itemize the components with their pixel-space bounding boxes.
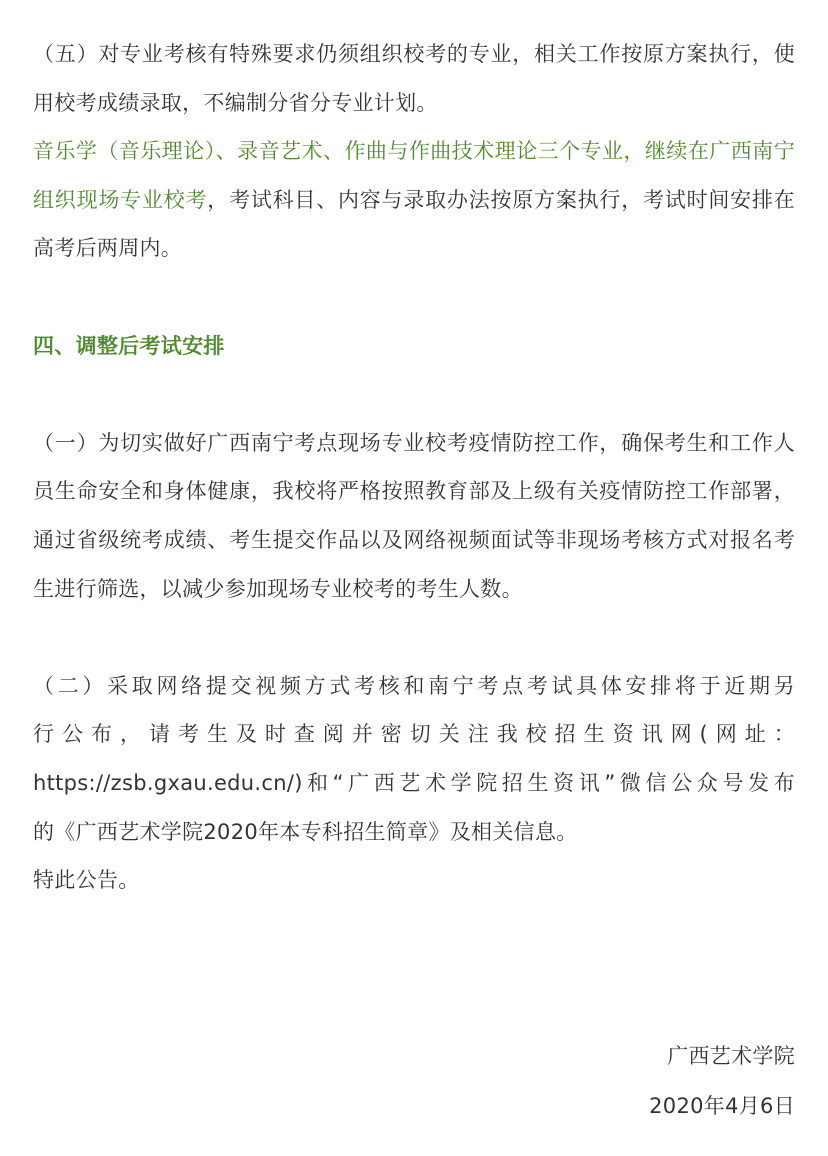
spacer <box>33 613 795 662</box>
spacer <box>33 370 795 419</box>
item2-line-3: https://zsb.gxau.edu.cn/)和“广西艺术学院招生资讯”微信公众号发布 <box>33 770 795 795</box>
music-majors-paragraph <box>33 127 795 273</box>
item2-line-2: 行公布，请考生及时查阅并密切关注我校招生资讯网(网址： <box>33 722 795 747</box>
closing-text: 特此公告。 <box>33 868 140 893</box>
section5-paragraph: （五）对专业考核有特殊要求仍须组织校考的专业，相关工作按原方案执行，使用校考成绩录取，不编制分省分专业计划。 <box>33 42 795 115</box>
section4-heading: 四、调整后考试安排 <box>33 333 225 358</box>
signature-org: 广西艺术学院 <box>667 1044 795 1068</box>
item2-line-4: 的《广西艺术学院2020年本专科招生简章》及相关信息。 <box>33 819 578 844</box>
item2-paragraph <box>33 662 795 856</box>
item1-paragraph: （一）为切实做好广西南宁考点现场专业校考疫情防控工作，确保考生和工作人员生命安全和身体健康，我校将严格按照教育部及上级有关疫情防控工作部署，通过省级统考成绩、考生提交作品以及网络视频面试等非现场考核方式对报名考生进行筛选，以减少参加现场专业校考的考生人数。 <box>33 430 795 601</box>
music-majors-highlight: 音乐学（音乐理论）、录音艺术、作曲与作曲技术理论三个专业，继续在广西南宁组织现场专业校考 <box>33 139 795 212</box>
spacer <box>33 273 795 322</box>
signature-date: 2020年4月6日 <box>649 1094 795 1118</box>
document-body <box>33 30 795 905</box>
music-majors-rest: ，考试科目、内容与录取办法按原方案执行，考试时间安排在高考后两周内。 <box>33 187 795 261</box>
item2-line-1: （二）采取网络提交视频方式考核和南宁考点考试具体安排将于近期另 <box>33 673 795 698</box>
